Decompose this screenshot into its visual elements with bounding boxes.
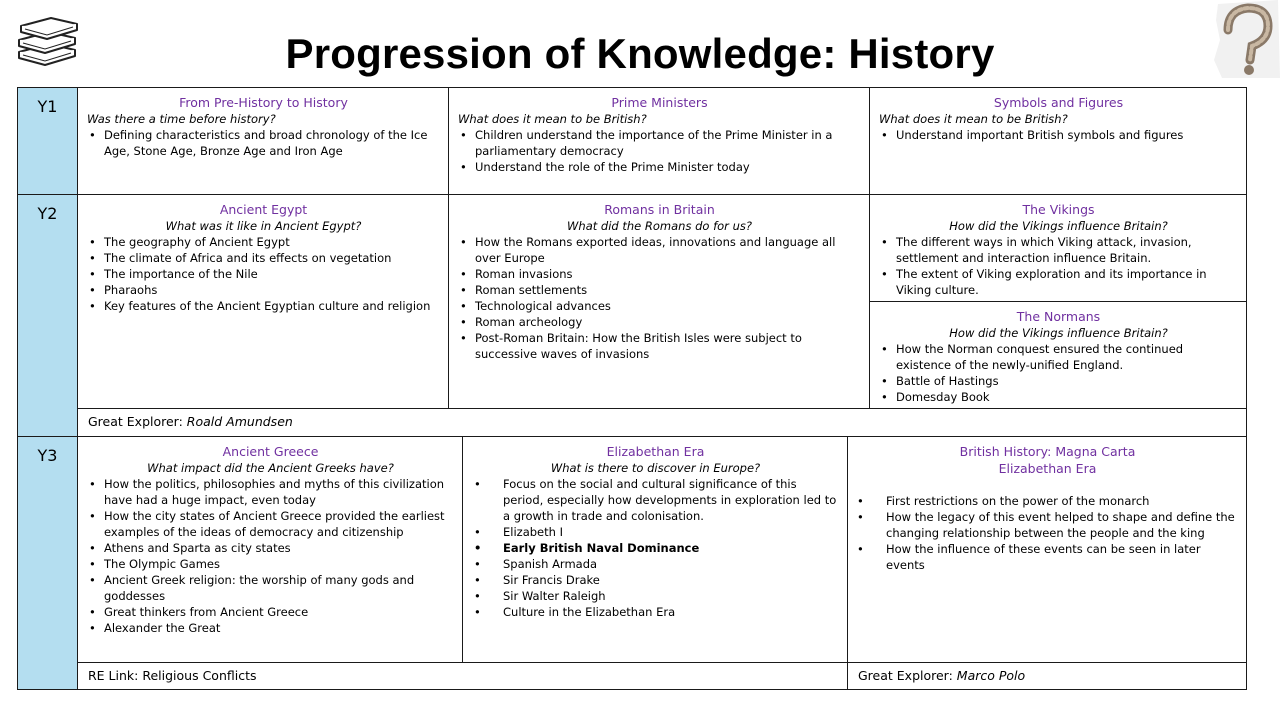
list-item: • The importance of the Nile	[87, 266, 440, 282]
y2-topic-ancient-egypt	[78, 195, 448, 314]
bullet-list	[87, 127, 440, 159]
y1-topic-prime-ministers	[449, 88, 869, 175]
topic-question: What does it mean to be British?	[458, 112, 647, 126]
list-item: • First restrictions on the power of the monarch	[857, 493, 1238, 509]
y3-topic-elizabethan-era	[463, 437, 847, 620]
page-title: Progression of Knowledge: History	[285, 30, 995, 77]
list-item: • Post-Roman Britain: How the British Isles were subject to successive waves of invasions	[458, 330, 861, 362]
y3-great-explorer	[848, 663, 1246, 688]
bullet-list	[458, 234, 861, 362]
list-item: • Defining characteristics and broad chronology of the Ice Age, Stone Age, Bronze Age and Iron Age	[87, 127, 440, 159]
year-label-y1: Y1	[17, 87, 78, 195]
y1-topic-prehistory	[78, 88, 448, 159]
list-item: • Spanish Armada	[474, 556, 839, 572]
topic-question: What does it mean to be British?	[879, 112, 1068, 126]
year-label-y3: Y3	[17, 436, 78, 690]
topic-heading: Romans in Britain	[604, 202, 715, 217]
y1-topic-symbols	[870, 88, 1246, 143]
bullet-list	[458, 127, 861, 175]
list-item: • Technological advances	[458, 298, 861, 314]
list-item: • Ancient Greek religion: the worship of many gods and goddesses	[87, 572, 454, 604]
y3-re-link	[78, 663, 846, 688]
list-item: • Roman archeology	[458, 314, 861, 330]
topic-question: Was there a time before history?	[87, 112, 276, 126]
list-item: • How the Norman conquest ensured the continued existence of the newly-unified England.	[879, 341, 1238, 373]
topic-heading: Ancient Greece	[222, 444, 319, 459]
progression-table	[17, 87, 1247, 690]
topic-subheading: Elizabethan Era	[998, 461, 1097, 476]
footer-label: Great Explorer:	[88, 414, 187, 429]
list-item: • The different ways in which Viking attack, invasion, settlement and interaction influence Britain.	[879, 234, 1238, 266]
topic-heading: The Vikings	[1022, 202, 1095, 217]
list-item: • Roman settlements	[458, 282, 861, 298]
topic-question: What is there to discover in Europe?	[550, 461, 761, 475]
list-item: • How the influence of these events can be seen in later events	[857, 541, 1238, 573]
footer-label: Great Explorer:	[858, 668, 957, 683]
topic-question: What was it like in Ancient Egypt?	[165, 219, 362, 233]
topic-heading: Symbols and Figures	[993, 95, 1124, 110]
topic-question: What impact did the Ancient Greeks have?	[147, 461, 394, 475]
list-item: • Great thinkers from Ancient Greece	[87, 604, 454, 620]
list-item: • How the politics, philosophies and myths of this civilization have had a huge impact, even today	[87, 476, 454, 508]
bullet-list	[87, 476, 454, 636]
y2-topic-normans	[870, 302, 1246, 405]
topic-question: What did the Romans do for us?	[567, 219, 752, 233]
list-item: • How the Romans exported ideas, innovations and language all over Europe	[458, 234, 861, 266]
topic-heading: From Pre-History to History	[179, 95, 348, 110]
list-item: • How the city states of Ancient Greece provided the earliest examples of the ideas of democracy and citizenship	[87, 508, 454, 540]
topic-heading: Ancient Egypt	[219, 202, 308, 217]
bullet-list	[879, 341, 1238, 405]
list-item: • Battle of Hastings	[879, 373, 1238, 389]
list-item: • Elizabeth I	[474, 524, 839, 540]
y2-great-explorer	[78, 409, 1246, 434]
bullet-list	[879, 234, 1238, 298]
y2-topic-romans	[449, 195, 869, 362]
explorer-name: Roald Amundsen	[186, 414, 293, 429]
list-item: • How the legacy of this event helped to shape and define the changing relationship between the people and the king	[857, 509, 1238, 541]
list-item: • Sir Walter Raleigh	[474, 588, 839, 604]
list-item: • The Olympic Games	[87, 556, 454, 572]
bullet-list	[857, 493, 1238, 573]
topic-heading: Prime Ministers	[611, 95, 708, 110]
list-item: • Alexander the Great	[87, 620, 454, 636]
bullet-list	[879, 127, 1238, 143]
bullet-list	[474, 476, 839, 620]
list-item: • Focus on the social and cultural significance of this period, especially how developments in exploration led to a growth in trade and colonisation.	[474, 476, 839, 524]
list-item: • Domesday Book	[879, 389, 1238, 405]
topic-heading: British History: Magna Carta	[959, 444, 1136, 459]
bullet-list	[87, 234, 440, 314]
y3-topic-magna-carta	[848, 437, 1246, 573]
topic-heading: The Normans	[1016, 309, 1101, 324]
list-item: • Roman invasions	[458, 266, 861, 282]
topic-question: How did the Vikings influence Britain?	[949, 326, 1168, 340]
list-item: • The climate of Africa and its effects on vegetation	[87, 250, 440, 266]
list-item: • Culture in the Elizabethan Era	[474, 604, 839, 620]
topic-question: How did the Vikings influence Britain?	[949, 219, 1168, 233]
question-mark-image	[1212, 0, 1280, 78]
list-item: • The geography of Ancient Egypt	[87, 234, 440, 250]
year-label-y2: Y2	[17, 194, 78, 437]
y3-topic-ancient-greece	[78, 437, 462, 636]
list-item: • Sir Francis Drake	[474, 572, 839, 588]
list-item: • Early British Naval Dominance	[474, 540, 839, 556]
list-item: • Pharaohs	[87, 282, 440, 298]
list-item: • Understand the role of the Prime Minister today	[458, 159, 861, 175]
y2-topic-vikings	[870, 195, 1246, 298]
re-link-text: RE Link: Religious Conflicts	[88, 668, 257, 683]
list-item: • Key features of the Ancient Egyptian culture and religion	[87, 298, 440, 314]
list-item: • Understand important British symbols and figures	[879, 127, 1238, 143]
list-item: • Children understand the importance of the Prime Minister in a parliamentary democracy	[458, 127, 861, 159]
topic-heading: Elizabethan Era	[606, 444, 705, 459]
explorer-name: Marco Polo	[956, 668, 1026, 683]
list-item: • Athens and Sparta as city states	[87, 540, 454, 556]
list-item: • The extent of Viking exploration and its importance in Viking culture.	[879, 266, 1238, 298]
